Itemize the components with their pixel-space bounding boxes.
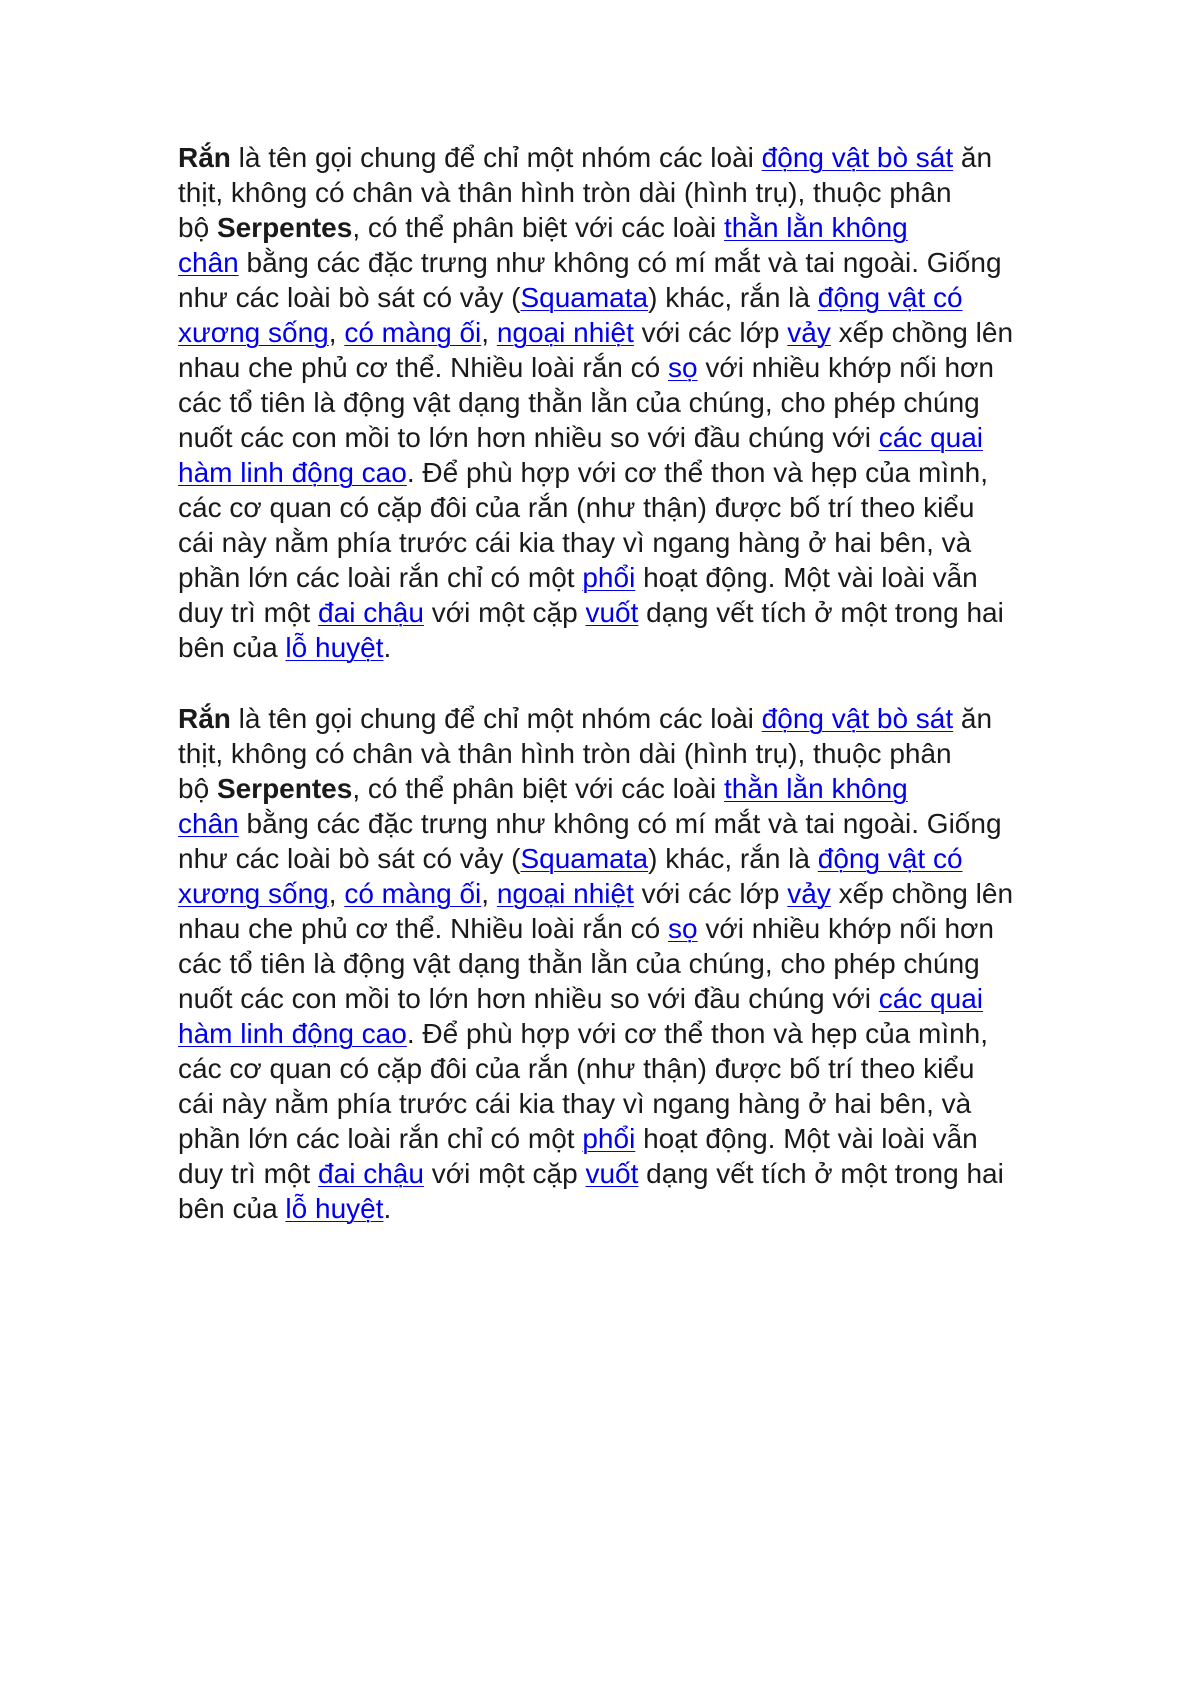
text-run: hoạt động. Một vài loài vẫn [635,1123,978,1154]
text-run: các tổ tiên là động vật dạng thằn lằn của chúng, cho phép chúng [178,387,980,418]
link-so[interactable]: sọ [668,352,698,383]
text-line [178,701,1098,736]
text-run: như các loài bò sát có vảy ( [178,843,521,874]
text-line [178,490,1098,525]
text-run: với các lớp [633,317,788,348]
text-run: như các loài bò sát có vảy ( [178,282,521,313]
text-run: với nhiều khớp nối hơn [697,913,994,944]
link-dong-vat-bo-sat[interactable]: động vật bò sát [761,703,954,734]
text-run: các tổ tiên là động vật dạng thằn lằn của chúng, cho phép chúng [178,948,980,979]
text-run: nuốt các con mồi to lớn hơn nhiều so với đầu chúng với [178,983,879,1014]
text-run: bằng các đặc trưng như không có mí mắt và tai ngoài. Giống [238,808,1002,839]
link-vuot[interactable]: vuốt [585,597,639,628]
link-phoi[interactable]: phổi [582,1123,636,1154]
text-line [178,630,1098,665]
link-so[interactable]: sọ [668,913,698,944]
link-dong-vat-co-xuong-song[interactable]: động vật có [817,843,963,874]
text-line [178,1191,1098,1226]
link-than-lan-khong-chan[interactable]: thằn lằn không [724,773,908,804]
link-lo-huyet[interactable]: lỗ huyệt [285,632,384,663]
text-line [178,806,1098,841]
link-squamata[interactable]: Squamata [520,282,649,313]
text-line [178,911,1098,946]
bold-term-serpentes: Serpentes [216,212,353,243]
text-run: các cơ quan có cặp đôi của rắn (như thận) được bố trí theo kiểu [178,1053,975,1084]
link-cac-quai-ham-cont[interactable]: hàm linh động cao [178,1018,407,1049]
text-run: bằng các đặc trưng như không có mí mắt và tai ngoài. Giống [238,247,1002,278]
link-ngoai-nhiet[interactable]: ngoại nhiệt [496,317,634,348]
text-line [178,140,1098,175]
text-run: ăn [953,142,993,173]
text-run: hoạt động. Một vài loài vẫn [635,562,978,593]
text-line [178,420,1098,455]
text-line [178,385,1098,420]
text-run: dạng vết tích ở một trong hai [638,1158,1004,1189]
text-run: ) khác, rắn là [648,843,818,874]
text-line [178,736,1098,771]
text-line [178,350,1098,385]
text-line [178,525,1098,560]
text-line [178,841,1098,876]
text-run: cái này nằm phía trước cái kia thay vì ngang hàng ở hai bên, và [178,1088,972,1119]
text-run: dạng vết tích ở một trong hai [638,597,1004,628]
text-run: . Để phù hợp với cơ thể thon và hẹp của mình, [406,1018,989,1049]
link-cac-quai-ham[interactable]: các quai [878,422,984,453]
text-line [178,1051,1098,1086]
text-line [178,876,1098,911]
text-line [178,455,1098,490]
text-run: duy trì một [178,1158,319,1189]
text-run: với một cặp [423,597,586,628]
link-vay[interactable]: vảy [787,317,831,348]
link-dai-chau[interactable]: đai chậu [318,597,424,628]
link-co-mang-oi[interactable]: có màng ối [344,878,482,909]
text-run: thịt, không có chân và thân hình tròn dài (hình trụ), thuộc phân [178,738,952,769]
text-line [178,175,1098,210]
link-cac-quai-ham-cont[interactable]: hàm linh động cao [178,457,407,488]
text-run: với nhiều khớp nối hơn [697,352,994,383]
link-squamata[interactable]: Squamata [520,843,649,874]
text-line [178,595,1098,630]
text-run: xếp chồng lên [830,878,1014,909]
text-line [178,1156,1098,1191]
text-run: . [383,1193,392,1224]
link-vay[interactable]: vảy [787,878,831,909]
link-phoi[interactable]: phổi [582,562,636,593]
text-run: phần lớn các loài rắn chỉ có một [178,562,583,593]
bold-term-ran: Rắn [178,703,231,734]
link-co-mang-oi[interactable]: có màng ối [344,317,482,348]
text-line [178,315,1098,350]
text-run: với một cặp [423,1158,586,1189]
text-run: ) khác, rắn là [648,282,818,313]
text-line [178,771,1098,806]
link-than-lan-khong-chan-cont[interactable]: chân [178,247,239,278]
text-line [178,280,1098,315]
text-run: , [328,878,345,909]
text-run: . [383,632,392,663]
text-run: cái này nằm phía trước cái kia thay vì ngang hàng ở hai bên, và [178,527,972,558]
link-dong-vat-co-xuong-song-cont[interactable]: xương sống [178,317,329,348]
link-vuot[interactable]: vuốt [585,1158,639,1189]
text-run: nhau che phủ cơ thể. Nhiều loài rắn có [178,913,669,944]
text-run: nhau che phủ cơ thể. Nhiều loài rắn có [178,352,669,383]
text-run: , có thể phân biệt với các loài [352,773,725,804]
text-run: bộ [178,212,217,243]
text-run: , [328,317,345,348]
paragraph-2 [178,701,1098,1226]
link-lo-huyet[interactable]: lỗ huyệt [285,1193,384,1224]
text-line [178,1086,1098,1121]
text-run: các cơ quan có cặp đôi của rắn (như thận) được bố trí theo kiểu [178,492,975,523]
text-line [178,245,1098,280]
text-line [178,1121,1098,1156]
text-run: nuốt các con mồi to lớn hơn nhiều so với đầu chúng với [178,422,879,453]
text-run: , [481,317,497,348]
text-run: bộ [178,773,217,804]
link-cac-quai-ham[interactable]: các quai [878,983,984,1014]
text-run: ăn [953,703,993,734]
text-run: là tên gọi chung để chỉ một nhóm các loài [230,142,762,173]
text-line [178,560,1098,595]
document-page [178,140,1098,1262]
text-run: duy trì một [178,597,319,628]
link-than-lan-khong-chan-cont[interactable]: chân [178,808,239,839]
text-run: , [481,878,497,909]
text-run: xếp chồng lên [830,317,1014,348]
paragraph-1 [178,140,1098,665]
link-than-lan-khong-chan[interactable]: thằn lằn không [724,212,908,243]
text-line [178,210,1098,245]
link-dong-vat-co-xuong-song[interactable]: động vật có [817,282,963,313]
bold-term-serpentes: Serpentes [216,773,353,804]
link-dai-chau[interactable]: đai chậu [318,1158,424,1189]
bold-term-ran: Rắn [178,142,231,173]
link-dong-vat-co-xuong-song-cont[interactable]: xương sống [178,878,329,909]
text-run: là tên gọi chung để chỉ một nhóm các loài [230,703,762,734]
text-run: . Để phù hợp với cơ thể thon và hẹp của mình, [406,457,989,488]
text-run: với các lớp [633,878,788,909]
text-run: phần lớn các loài rắn chỉ có một [178,1123,583,1154]
text-run: , có thể phân biệt với các loài [352,212,725,243]
text-run: bên của [178,1193,286,1224]
text-run: bên của [178,632,286,663]
text-line [178,981,1098,1016]
text-line [178,946,1098,981]
link-dong-vat-bo-sat[interactable]: động vật bò sát [761,142,954,173]
text-line [178,1016,1098,1051]
link-ngoai-nhiet[interactable]: ngoại nhiệt [496,878,634,909]
text-run: thịt, không có chân và thân hình tròn dài (hình trụ), thuộc phân [178,177,952,208]
